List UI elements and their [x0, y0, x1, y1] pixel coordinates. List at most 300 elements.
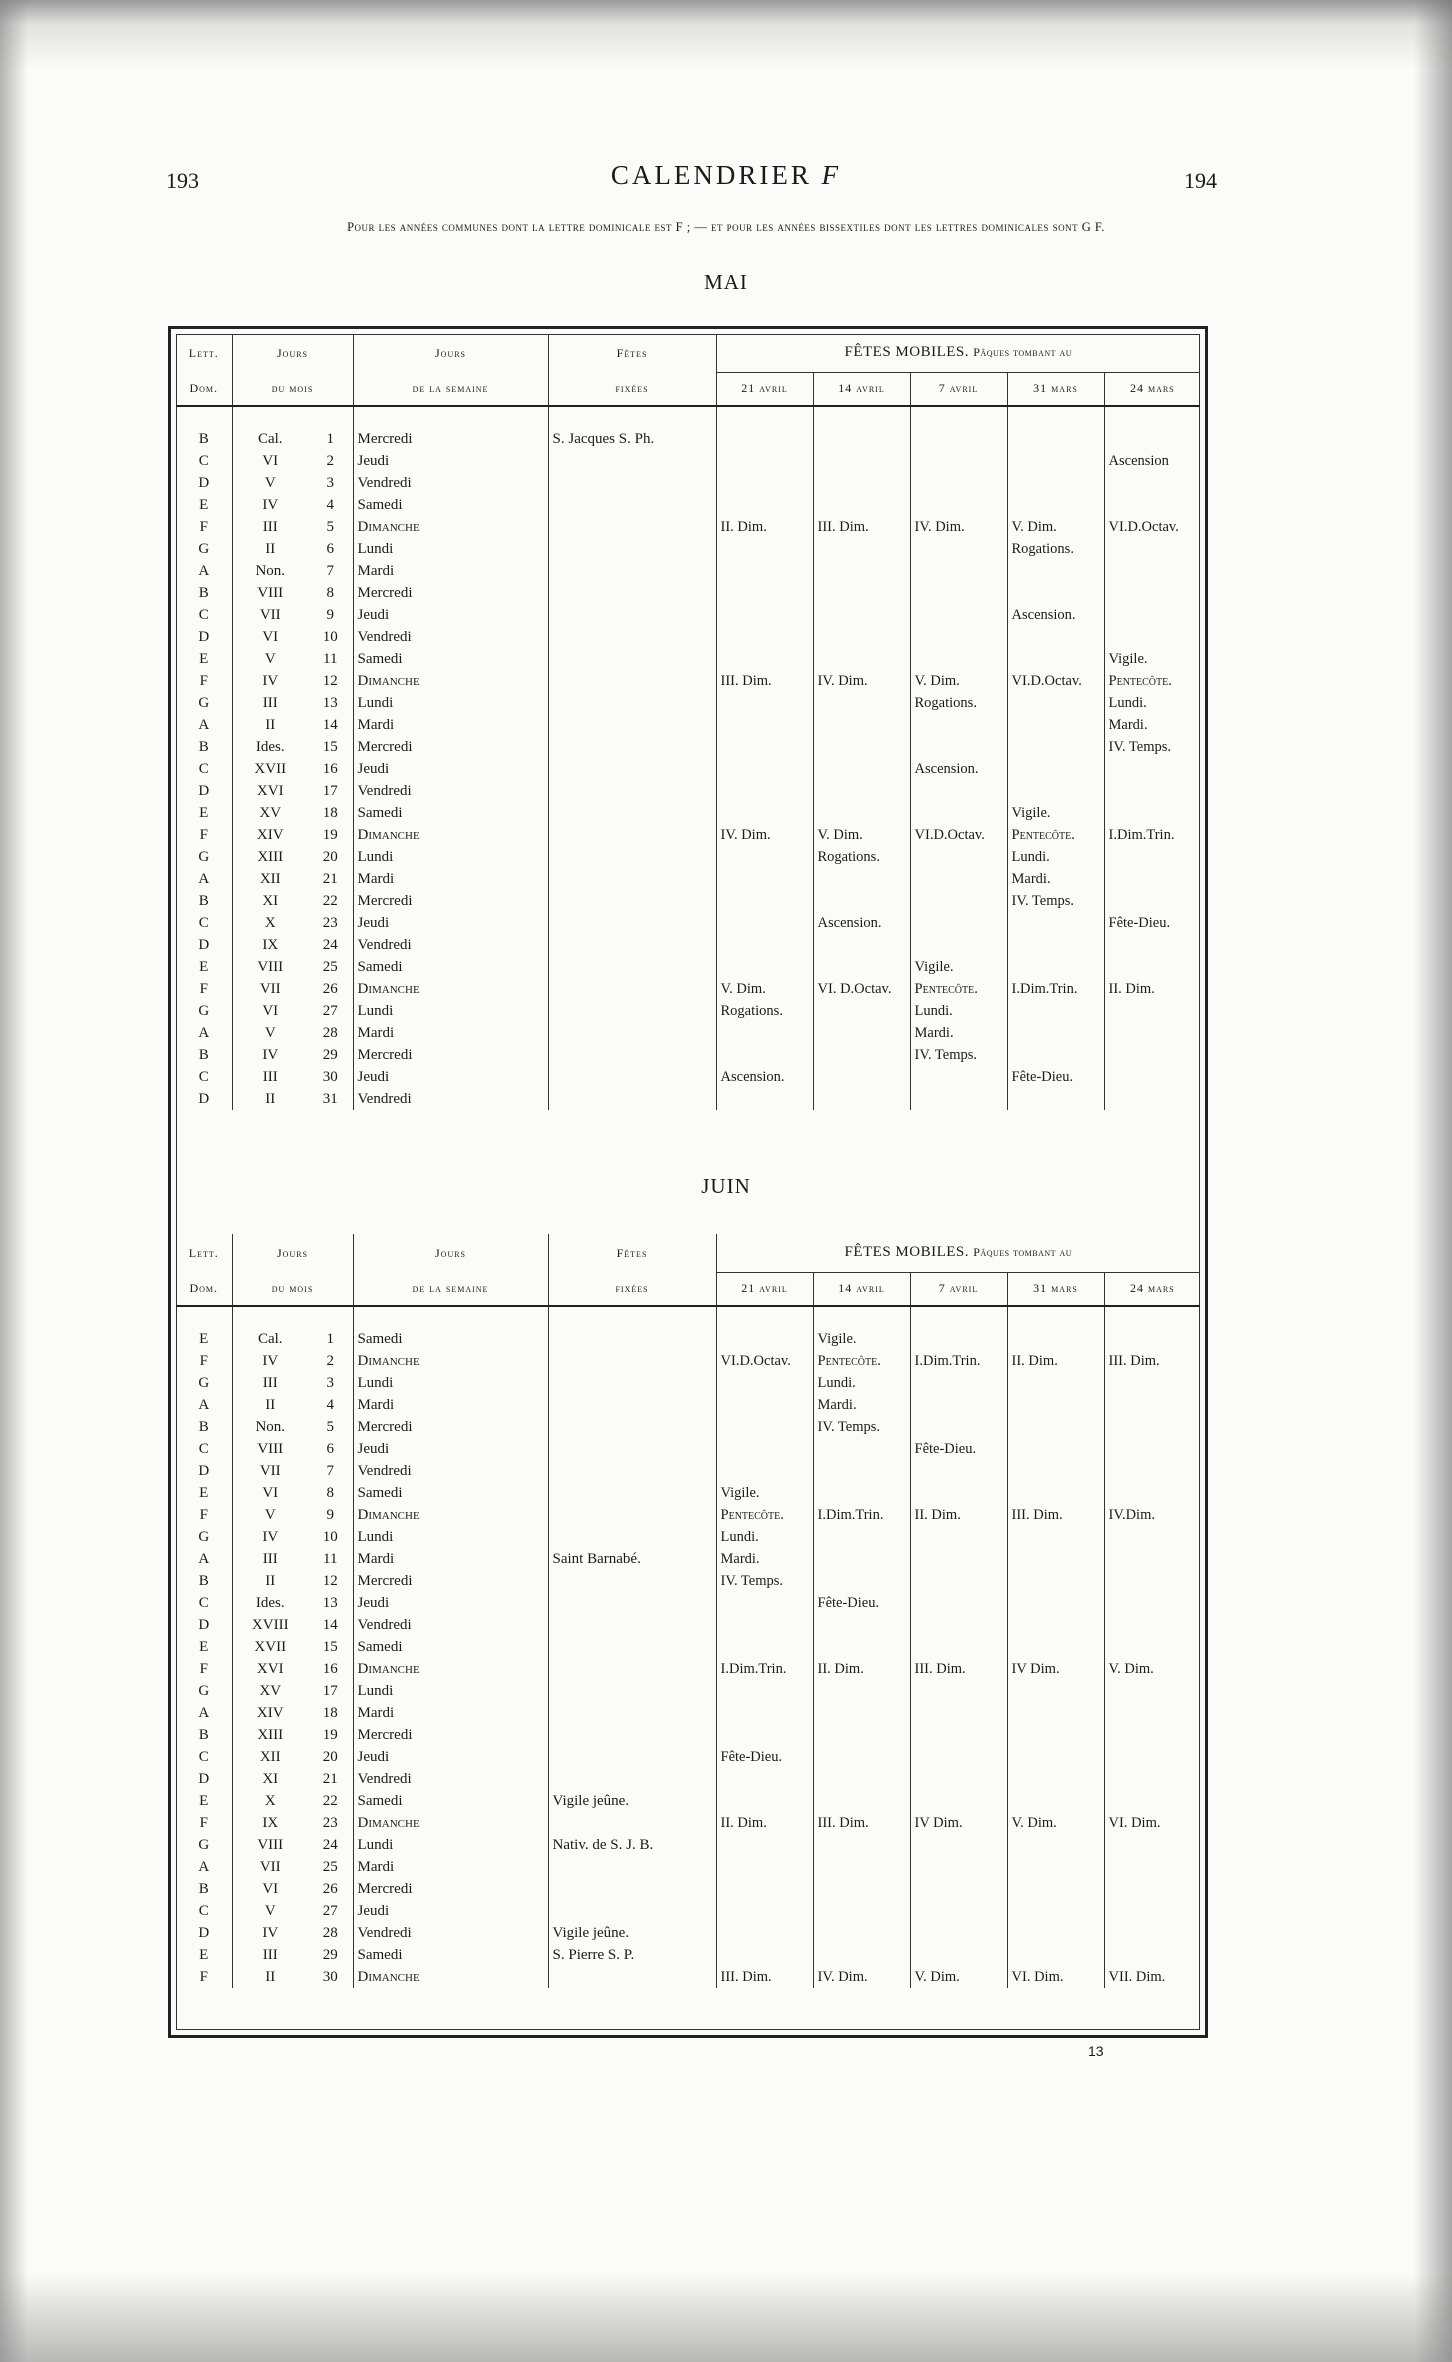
- cell-mar24: [1104, 538, 1200, 560]
- cell-fixed: [548, 1416, 716, 1438]
- cell-apr21: [716, 1636, 813, 1658]
- cell-cycle: II: [232, 1088, 308, 1110]
- cell-fixed: [548, 714, 716, 736]
- cell-lett: F: [199, 1352, 208, 1369]
- cell-lett: B: [198, 1726, 209, 1743]
- cell-mar24: [1104, 802, 1200, 824]
- page-edge-shadow-top: [0, 0, 1452, 70]
- cell-weekday: Lundi: [353, 1834, 548, 1856]
- cell-mar24: [1104, 1768, 1200, 1790]
- cell-cycle: VI: [232, 626, 308, 648]
- cell-apr7: Rogations.: [910, 692, 1007, 714]
- cell-fixed: [548, 1372, 716, 1394]
- cell-apr7: [910, 912, 1007, 934]
- cell-mar24: Pentecôte.: [1104, 670, 1200, 692]
- cell-lett: A: [198, 1704, 210, 1721]
- cell-fixed: [548, 604, 716, 626]
- cell-apr14: V. Dim.: [813, 824, 910, 846]
- cell-mar31: V. Dim.: [1007, 1812, 1104, 1834]
- cell-fixed: [548, 1856, 716, 1878]
- col-header-paques-date: 31 mars: [1007, 372, 1104, 406]
- cell-fixed: [548, 1438, 716, 1460]
- cell-day: 4: [326, 1396, 334, 1413]
- cell-mar31: [1007, 472, 1104, 494]
- cell-mar31: [1007, 1944, 1104, 1966]
- cell-mar24: VII. Dim.: [1104, 1966, 1200, 1988]
- cell-fixed: [548, 670, 716, 692]
- cell-mar31: [1007, 692, 1104, 714]
- cell-apr14: [813, 1066, 910, 1088]
- cell-weekday: Dimanche: [353, 516, 548, 538]
- table-row: [176, 802, 1200, 824]
- spacer-cell: [308, 1306, 353, 1328]
- cell-cycle: II: [232, 538, 308, 560]
- cell-mar31: Rogations.: [1007, 538, 1104, 560]
- table-row: [176, 868, 1200, 890]
- cell-mar31: Pentecôte.: [1007, 824, 1104, 846]
- table-row: [176, 472, 1200, 494]
- cell-mar24: [1104, 846, 1200, 868]
- cell-apr21: Lundi.: [716, 1526, 813, 1548]
- cell-lett: F: [199, 1506, 208, 1523]
- cell-apr7: Ascension.: [910, 758, 1007, 780]
- cell-mar31: [1007, 428, 1104, 450]
- cell-apr14: [813, 758, 910, 780]
- cell-lett: B: [198, 1572, 209, 1589]
- table-row: [176, 538, 1200, 560]
- cell-apr7: [910, 780, 1007, 802]
- cell-cycle: IX: [232, 1812, 308, 1834]
- cell-apr21: [716, 1328, 813, 1350]
- spacer-cell: [548, 406, 716, 428]
- cell-day: 31: [322, 1090, 338, 1107]
- cell-weekday: Samedi: [353, 1328, 548, 1350]
- cell-cycle: VIII: [232, 1438, 308, 1460]
- cell-weekday: Samedi: [353, 494, 548, 516]
- cell-apr7: IV. Temps.: [910, 1044, 1007, 1066]
- cell-lett: D: [198, 1770, 210, 1787]
- table-row: [176, 1022, 1200, 1044]
- cell-mar31: IV Dim.: [1007, 1658, 1104, 1680]
- table-row: [176, 824, 1200, 846]
- cell-cycle: III: [232, 1372, 308, 1394]
- cell-fixed: [548, 868, 716, 890]
- cell-mar24: [1104, 1088, 1200, 1110]
- cell-mar24: [1104, 758, 1200, 780]
- cell-apr14: [813, 1022, 910, 1044]
- cell-apr14: [813, 1746, 910, 1768]
- cell-fixed: [548, 1022, 716, 1044]
- calendar-table-0: [176, 334, 1200, 1110]
- cell-cycle: VII: [232, 1460, 308, 1482]
- spacer-cell: [1104, 406, 1200, 428]
- col-header-paques-date: 21 avril: [716, 372, 813, 406]
- col-header-fetes-fixes: Fêtes: [548, 334, 716, 372]
- table-row: [176, 516, 1200, 538]
- table-row: [176, 736, 1200, 758]
- cell-weekday: Dimanche: [353, 1966, 548, 1988]
- cell-fixed: [548, 1570, 716, 1592]
- cell-day: 3: [326, 474, 334, 491]
- cell-mar24: [1104, 604, 1200, 626]
- cell-day: 11: [323, 650, 338, 667]
- table-row: [176, 1482, 1200, 1504]
- cell-apr7: [910, 1636, 1007, 1658]
- cell-apr14: [813, 1000, 910, 1022]
- col-subheader-dom: Dom.: [176, 372, 232, 406]
- cell-fixed: [548, 1350, 716, 1372]
- cell-cycle: V: [232, 472, 308, 494]
- cell-day: 28: [322, 1024, 338, 1041]
- cell-cycle: III: [232, 516, 308, 538]
- cell-apr21: [716, 736, 813, 758]
- cell-lett: A: [198, 1550, 210, 1567]
- signature-mark: 13: [1088, 2043, 1104, 2059]
- cell-mar24: [1104, 1592, 1200, 1614]
- cell-lett: C: [198, 914, 209, 931]
- cell-apr14: [813, 802, 910, 824]
- cell-lett: F: [199, 826, 208, 843]
- cell-apr21: Pentecôte.: [716, 1504, 813, 1526]
- cell-fixed: [548, 1702, 716, 1724]
- cell-weekday: Jeudi: [353, 1592, 548, 1614]
- cell-weekday: Mercredi: [353, 1878, 548, 1900]
- table-row: [176, 1526, 1200, 1548]
- table-row: [176, 1944, 1200, 1966]
- cell-weekday: Jeudi: [353, 604, 548, 626]
- cell-weekday: Samedi: [353, 802, 548, 824]
- spacer-cell: [716, 1306, 813, 1328]
- cell-apr7: [910, 1944, 1007, 1966]
- cell-apr7: [910, 494, 1007, 516]
- cell-day: 4: [326, 496, 334, 513]
- cell-lett: D: [198, 936, 210, 953]
- cell-lett: A: [198, 870, 210, 887]
- cell-fixed: [548, 1044, 716, 1066]
- cell-apr14: [813, 1548, 910, 1570]
- cell-fixed: [548, 1636, 716, 1658]
- cell-apr21: [716, 1022, 813, 1044]
- cell-fixed: [548, 1592, 716, 1614]
- cell-cycle: VIII: [232, 582, 308, 604]
- table-row: [176, 1724, 1200, 1746]
- table-row: [176, 1768, 1200, 1790]
- cell-apr14: [813, 1900, 910, 1922]
- cell-weekday: Jeudi: [353, 1066, 548, 1088]
- cell-apr7: [910, 1592, 1007, 1614]
- cell-fixed: Saint Barnabé.: [548, 1548, 716, 1570]
- cell-apr21: [716, 692, 813, 714]
- cell-cycle: VIII: [232, 1834, 308, 1856]
- cell-lett: D: [198, 1090, 210, 1107]
- cell-apr7: V. Dim.: [910, 670, 1007, 692]
- cell-apr14: [813, 450, 910, 472]
- cell-mar31: [1007, 560, 1104, 582]
- cell-cycle: IV: [232, 1526, 308, 1548]
- cell-mar31: [1007, 1878, 1104, 1900]
- spacer-cell: [1104, 1306, 1200, 1328]
- cell-apr21: [716, 1592, 813, 1614]
- cell-mar31: Ascension.: [1007, 604, 1104, 626]
- cell-day: 13: [322, 1594, 338, 1611]
- cell-fixed: S. Jacques S. Ph.: [548, 428, 716, 450]
- cell-cycle: XII: [232, 868, 308, 890]
- spacer-cell: [353, 1306, 548, 1328]
- cell-mar24: [1104, 1680, 1200, 1702]
- cell-fixed: Vigile jeûne.: [548, 1922, 716, 1944]
- cell-apr14: [813, 1088, 910, 1110]
- table-row: [176, 560, 1200, 582]
- cell-lett: B: [198, 1046, 209, 1063]
- col-header-paques-date: 24 mars: [1104, 1272, 1200, 1306]
- cell-day: 1: [326, 1330, 334, 1347]
- cell-day: 25: [322, 958, 338, 975]
- cell-apr7: [910, 1394, 1007, 1416]
- table-row: [176, 604, 1200, 626]
- cell-mar24: [1104, 1416, 1200, 1438]
- cell-mar31: [1007, 912, 1104, 934]
- cell-fixed: [548, 472, 716, 494]
- cell-lett: F: [199, 1968, 208, 1985]
- cell-mar24: [1104, 1372, 1200, 1394]
- cell-day: 22: [322, 892, 338, 909]
- cell-apr7: I.Dim.Trin.: [910, 1350, 1007, 1372]
- table-row: [176, 1350, 1200, 1372]
- cell-mar31: [1007, 1000, 1104, 1022]
- cell-apr21: [716, 1088, 813, 1110]
- cell-lett: G: [198, 1374, 210, 1391]
- cell-apr21: [716, 1944, 813, 1966]
- cell-apr14: Vigile.: [813, 1328, 910, 1350]
- table-row: [176, 1812, 1200, 1834]
- cell-mar24: [1104, 1614, 1200, 1636]
- cell-lett: E: [199, 958, 209, 975]
- cell-lett: F: [199, 518, 208, 535]
- cell-lett: E: [199, 1484, 209, 1501]
- table-row: [176, 1636, 1200, 1658]
- cell-cycle: V: [232, 1504, 308, 1526]
- cell-day: 28: [322, 1924, 338, 1941]
- cell-apr7: [910, 1328, 1007, 1350]
- cell-weekday: Lundi: [353, 1526, 548, 1548]
- cell-mar24: [1104, 1570, 1200, 1592]
- cell-apr21: V. Dim.: [716, 978, 813, 1000]
- table-row: [176, 846, 1200, 868]
- cell-cycle: IV: [232, 670, 308, 692]
- cell-apr14: VI. D.Octav.: [813, 978, 910, 1000]
- cell-day: 14: [322, 1616, 338, 1633]
- cell-apr21: [716, 912, 813, 934]
- cell-apr21: II. Dim.: [716, 1812, 813, 1834]
- cell-mar24: [1104, 1834, 1200, 1856]
- cell-mar31: [1007, 1834, 1104, 1856]
- cell-weekday: Mercredi: [353, 1044, 548, 1066]
- cell-weekday: Vendredi: [353, 780, 548, 802]
- table-row: [176, 1834, 1200, 1856]
- cell-apr7: [910, 626, 1007, 648]
- cell-mar24: [1104, 956, 1200, 978]
- col-subheader-de-la-semaine: de la semaine: [353, 1272, 548, 1306]
- cell-mar31: III. Dim.: [1007, 1504, 1104, 1526]
- cell-weekday: Samedi: [353, 1944, 548, 1966]
- cell-lett: B: [198, 430, 209, 447]
- cell-cycle: VI: [232, 1482, 308, 1504]
- col-header-paques-date: 7 avril: [910, 372, 1007, 406]
- cell-day: 10: [322, 1528, 338, 1545]
- cell-apr14: [813, 494, 910, 516]
- cell-apr21: [716, 1460, 813, 1482]
- cell-apr14: [813, 1460, 910, 1482]
- cell-lett: D: [198, 1924, 210, 1941]
- cell-apr14: Rogations.: [813, 846, 910, 868]
- cell-apr14: [813, 1570, 910, 1592]
- cell-mar31: [1007, 1394, 1104, 1416]
- cell-lett: C: [198, 760, 209, 777]
- cell-lett: B: [198, 584, 209, 601]
- cell-weekday: Vendredi: [353, 1460, 548, 1482]
- month-title-juin: JUIN: [701, 1174, 751, 1198]
- cell-fixed: [548, 1878, 716, 1900]
- cell-mar24: [1104, 1856, 1200, 1878]
- cell-apr14: [813, 1790, 910, 1812]
- cell-apr14: [813, 868, 910, 890]
- month-title-mai: MAI: [704, 270, 748, 294]
- cell-day: 5: [326, 1418, 334, 1435]
- cell-fixed: [548, 1000, 716, 1022]
- cell-weekday: Mardi: [353, 560, 548, 582]
- cell-lett: E: [199, 804, 209, 821]
- cell-apr21: [716, 1724, 813, 1746]
- cell-day: 27: [322, 1902, 338, 1919]
- cell-mar31: [1007, 1636, 1104, 1658]
- cell-day: 27: [322, 1002, 338, 1019]
- cell-mar24: [1104, 1460, 1200, 1482]
- cell-apr7: [910, 1790, 1007, 1812]
- table-row: [176, 692, 1200, 714]
- table-row: [176, 1790, 1200, 1812]
- cell-apr14: I.Dim.Trin.: [813, 1504, 910, 1526]
- cell-apr7: [910, 1526, 1007, 1548]
- cell-cycle: XV: [232, 1680, 308, 1702]
- cell-apr21: [716, 802, 813, 824]
- table-row: [176, 670, 1200, 692]
- col-header-jours-mois: Jours: [232, 334, 353, 372]
- cell-cycle: XIV: [232, 1702, 308, 1724]
- table-row: [176, 648, 1200, 670]
- cell-cycle: IV: [232, 1350, 308, 1372]
- cell-cycle: II: [232, 1966, 308, 1988]
- cell-mar24: IV. Temps.: [1104, 736, 1200, 758]
- cell-fixed: [548, 846, 716, 868]
- cell-lett: G: [198, 1682, 210, 1699]
- cell-apr14: [813, 648, 910, 670]
- cell-apr14: [813, 604, 910, 626]
- cell-day: 16: [322, 760, 338, 777]
- cell-mar31: [1007, 1790, 1104, 1812]
- cell-day: 20: [322, 1748, 338, 1765]
- cell-apr14: III. Dim.: [813, 516, 910, 538]
- table-row: [176, 1878, 1200, 1900]
- fetes-mobiles-label: FÊTES MOBILES.: [844, 344, 970, 361]
- cell-mar24: [1104, 1548, 1200, 1570]
- cell-apr21: [716, 472, 813, 494]
- table-row: [176, 934, 1200, 956]
- cell-mar24: [1104, 890, 1200, 912]
- cell-lett: A: [198, 1396, 210, 1413]
- cell-apr21: [716, 1900, 813, 1922]
- cell-mar31: Vigile.: [1007, 802, 1104, 824]
- cell-mar31: [1007, 626, 1104, 648]
- cell-apr7: [910, 1900, 1007, 1922]
- col-subheader-fixees: fixées: [548, 372, 716, 406]
- col-header-lett: Lett.: [188, 1245, 219, 1260]
- cell-day: 19: [322, 1726, 338, 1743]
- cell-apr14: [813, 1768, 910, 1790]
- cell-mar24: V. Dim.: [1104, 1658, 1200, 1680]
- cell-mar31: [1007, 1416, 1104, 1438]
- cell-day: 18: [322, 804, 338, 821]
- table-row: [176, 912, 1200, 934]
- cell-lett: G: [198, 848, 210, 865]
- cell-weekday: Mercredi: [353, 1724, 548, 1746]
- cell-cycle: XI: [232, 890, 308, 912]
- cell-weekday: Samedi: [353, 1636, 548, 1658]
- table-row: [176, 1372, 1200, 1394]
- cell-cycle: X: [232, 912, 308, 934]
- cell-mar31: [1007, 1724, 1104, 1746]
- cell-fixed: [548, 1614, 716, 1636]
- cell-apr21: [716, 1614, 813, 1636]
- cell-lett: G: [198, 540, 210, 557]
- cell-mar24: I.Dim.Trin.: [1104, 824, 1200, 846]
- cell-weekday: Vendredi: [353, 1088, 548, 1110]
- calendar-table-1: [176, 1234, 1200, 1988]
- cell-weekday: Mardi: [353, 1548, 548, 1570]
- cell-apr7: [910, 1372, 1007, 1394]
- cell-apr7: [910, 1856, 1007, 1878]
- col-subheader-du-mois: du mois: [232, 1272, 353, 1306]
- spacer-cell: [176, 1306, 232, 1328]
- cell-apr14: Pentecôte.: [813, 1350, 910, 1372]
- cell-apr7: [910, 1088, 1007, 1110]
- cell-mar24: [1104, 626, 1200, 648]
- table-row: [176, 890, 1200, 912]
- cell-weekday: Mercredi: [353, 736, 548, 758]
- cell-apr21: [716, 560, 813, 582]
- cell-weekday: Mercredi: [353, 582, 548, 604]
- cell-lett: D: [198, 1616, 210, 1633]
- cell-mar24: II. Dim.: [1104, 978, 1200, 1000]
- cell-fixed: [548, 780, 716, 802]
- spacer-cell: [716, 406, 813, 428]
- cell-cycle: Cal.: [232, 1328, 308, 1350]
- cell-cycle: VI: [232, 450, 308, 472]
- col-header-lett: Lett.: [188, 345, 219, 360]
- cell-apr21: [716, 1372, 813, 1394]
- table-row: [176, 1614, 1200, 1636]
- cell-cycle: VI: [232, 1000, 308, 1022]
- cell-weekday: Dimanche: [353, 1350, 548, 1372]
- cell-mar24: [1104, 780, 1200, 802]
- col-header-paques-date: 14 avril: [813, 372, 910, 406]
- cell-lett: C: [198, 1068, 209, 1085]
- cell-apr21: [716, 648, 813, 670]
- page-subtitle: Pour les années communes dont la lettre dominicale est F ; — et pour les années bissextiles dont les lettres dominicales sont G F.: [347, 220, 1105, 234]
- cell-apr14: [813, 736, 910, 758]
- cell-mar31: [1007, 1438, 1104, 1460]
- cell-day: 2: [326, 452, 334, 469]
- cell-cycle: XVII: [232, 1636, 308, 1658]
